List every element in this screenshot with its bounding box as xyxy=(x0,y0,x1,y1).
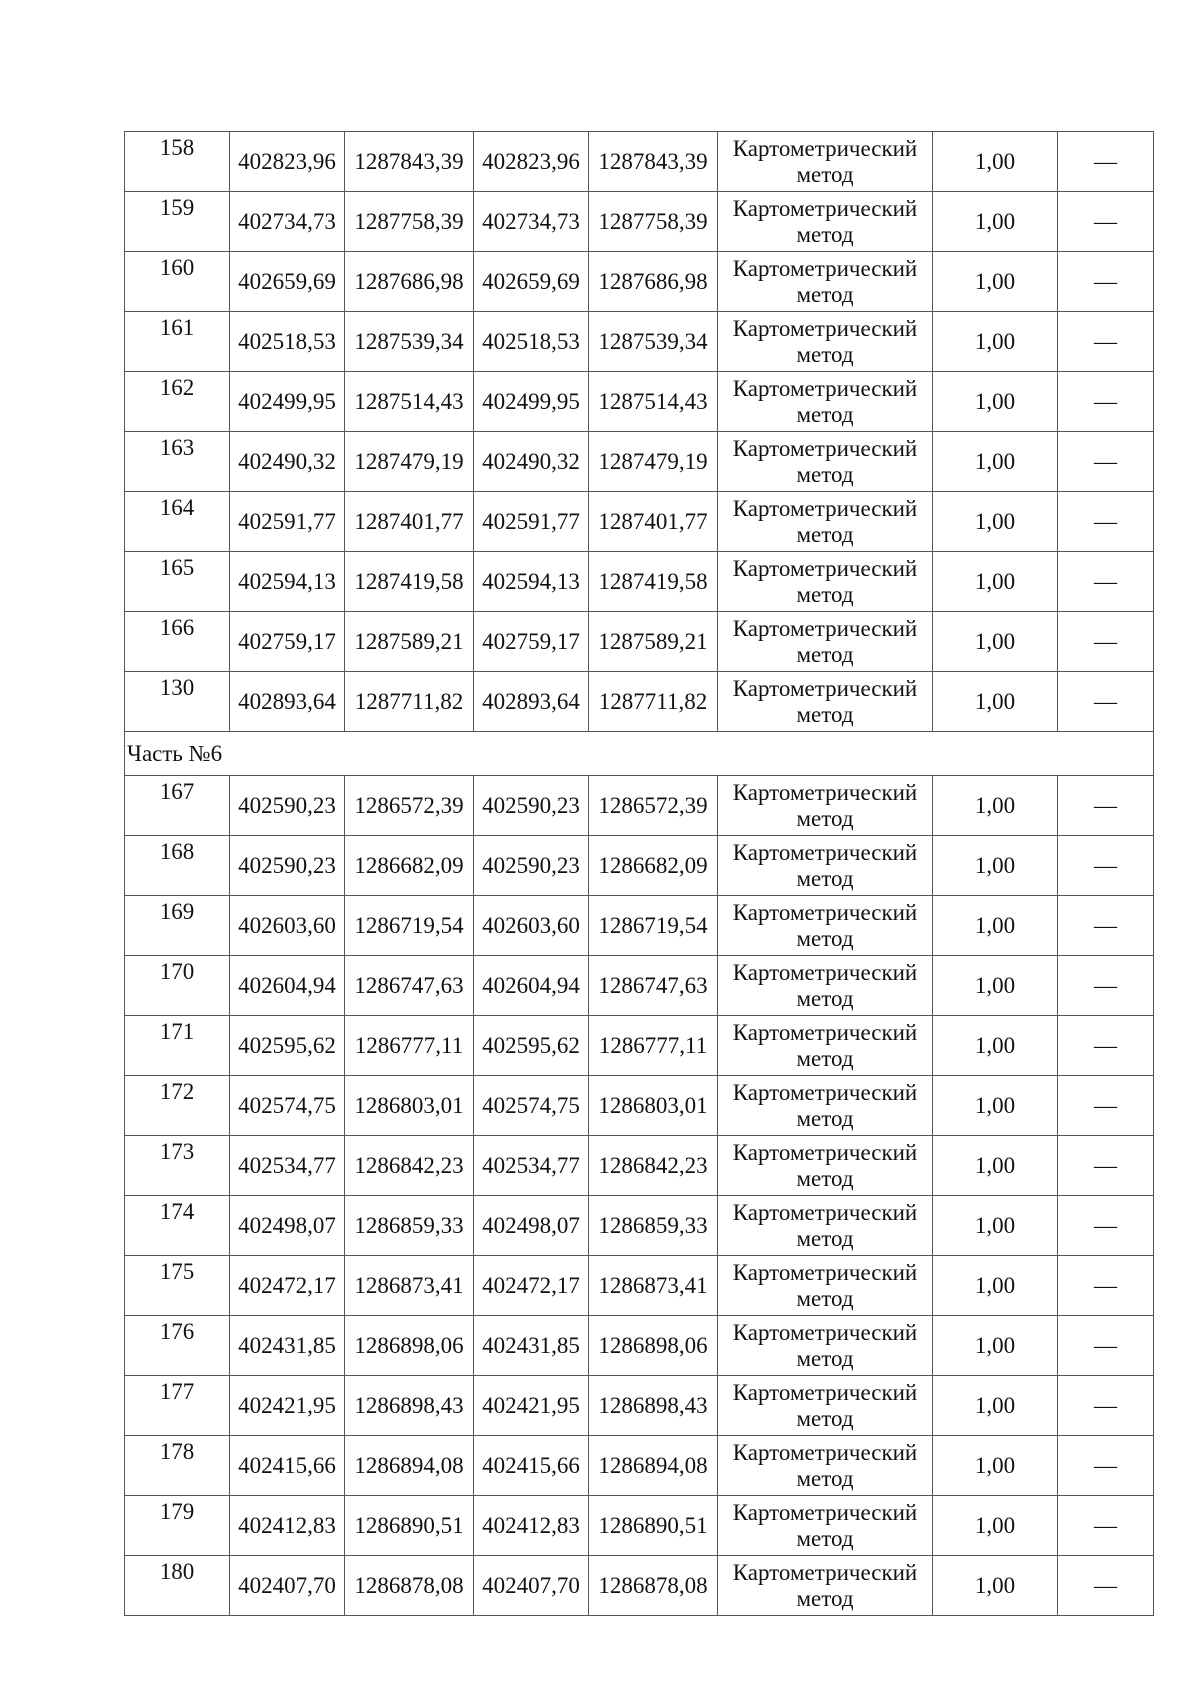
y-coordinate-refined: 1287711,82 xyxy=(589,672,718,732)
point-number: 158 xyxy=(125,132,230,192)
method-line-1: Картометрический xyxy=(732,959,918,985)
y-coordinate-existing: 1286803,01 xyxy=(345,1076,474,1136)
description-dash: — xyxy=(1058,1556,1154,1616)
method-line-2: метод xyxy=(796,521,854,547)
method-cell xyxy=(718,836,933,896)
point-number: 169 xyxy=(125,896,230,956)
method-line-1: Картометрический xyxy=(732,1259,918,1285)
method-line-1: Картометрический xyxy=(732,1379,918,1405)
y-coordinate-existing: 1286890,51 xyxy=(345,1496,474,1556)
method-cell xyxy=(718,432,933,492)
point-number: 168 xyxy=(125,836,230,896)
method-line-2: метод xyxy=(796,221,854,247)
description-dash: — xyxy=(1058,1076,1154,1136)
method-cell xyxy=(718,1196,933,1256)
method-line-1: Картометрический xyxy=(732,1559,918,1585)
x-coordinate-existing: 402893,64 xyxy=(230,672,345,732)
x-coordinate-refined: 402590,23 xyxy=(474,776,589,836)
accuracy-value: 1,00 xyxy=(933,1316,1058,1376)
x-coordinate-refined: 402407,70 xyxy=(474,1556,589,1616)
method-line-1: Картометрический xyxy=(732,495,918,521)
description-dash: — xyxy=(1058,492,1154,552)
table-row xyxy=(125,312,1154,372)
point-number: 178 xyxy=(125,1436,230,1496)
accuracy-value: 1,00 xyxy=(933,1196,1058,1256)
method-line-2: метод xyxy=(796,805,854,831)
accuracy-value: 1,00 xyxy=(933,776,1058,836)
x-coordinate-refined: 402415,66 xyxy=(474,1436,589,1496)
y-coordinate-existing: 1286878,08 xyxy=(345,1556,474,1616)
method-line-1: Картометрический xyxy=(732,1319,918,1345)
method-line-2: метод xyxy=(796,641,854,667)
y-coordinate-refined: 1287843,39 xyxy=(589,132,718,192)
table-row xyxy=(125,192,1154,252)
method-line-1: Картометрический xyxy=(732,315,918,341)
point-number: 179 xyxy=(125,1496,230,1556)
description-dash: — xyxy=(1058,1016,1154,1076)
description-dash: — xyxy=(1058,432,1154,492)
description-dash: — xyxy=(1058,132,1154,192)
y-coordinate-existing: 1287401,77 xyxy=(345,492,474,552)
y-coordinate-existing: 1287589,21 xyxy=(345,612,474,672)
table-row xyxy=(125,252,1154,312)
y-coordinate-existing: 1287539,34 xyxy=(345,312,474,372)
method-line-2: метод xyxy=(796,581,854,607)
y-coordinate-existing: 1286894,08 xyxy=(345,1436,474,1496)
description-dash: — xyxy=(1058,1436,1154,1496)
x-coordinate-existing: 402412,83 xyxy=(230,1496,345,1556)
x-coordinate-existing: 402659,69 xyxy=(230,252,345,312)
description-dash: — xyxy=(1058,372,1154,432)
method-line-2: метод xyxy=(796,281,854,307)
x-coordinate-refined: 402594,13 xyxy=(474,552,589,612)
method-line-2: метод xyxy=(796,1105,854,1131)
accuracy-value: 1,00 xyxy=(933,1556,1058,1616)
table-body xyxy=(125,132,1154,1616)
method-cell xyxy=(718,1256,933,1316)
method-line-2: метод xyxy=(796,1165,854,1191)
y-coordinate-refined: 1286873,41 xyxy=(589,1256,718,1316)
x-coordinate-existing: 402590,23 xyxy=(230,776,345,836)
method-cell xyxy=(718,1316,933,1376)
method-line-1: Картометрический xyxy=(732,899,918,925)
description-dash: — xyxy=(1058,1256,1154,1316)
y-coordinate-refined: 1287539,34 xyxy=(589,312,718,372)
y-coordinate-existing: 1287479,19 xyxy=(345,432,474,492)
y-coordinate-refined: 1286572,39 xyxy=(589,776,718,836)
table-row xyxy=(125,776,1154,836)
y-coordinate-refined: 1286898,43 xyxy=(589,1376,718,1436)
method-line-1: Картометрический xyxy=(732,1199,918,1225)
y-coordinate-existing: 1287843,39 xyxy=(345,132,474,192)
table-row xyxy=(125,896,1154,956)
section-row xyxy=(125,732,1154,776)
description-dash: — xyxy=(1058,896,1154,956)
method-cell xyxy=(718,672,933,732)
table-row xyxy=(125,1556,1154,1616)
y-coordinate-existing: 1286719,54 xyxy=(345,896,474,956)
x-coordinate-existing: 402734,73 xyxy=(230,192,345,252)
accuracy-value: 1,00 xyxy=(933,192,1058,252)
method-line-2: метод xyxy=(796,1405,854,1431)
point-number: 163 xyxy=(125,432,230,492)
method-cell xyxy=(718,956,933,1016)
y-coordinate-refined: 1287686,98 xyxy=(589,252,718,312)
y-coordinate-refined: 1287758,39 xyxy=(589,192,718,252)
y-coordinate-existing: 1286747,63 xyxy=(345,956,474,1016)
method-cell xyxy=(718,1016,933,1076)
method-cell xyxy=(718,552,933,612)
table-row xyxy=(125,1376,1154,1436)
accuracy-value: 1,00 xyxy=(933,1436,1058,1496)
table-row xyxy=(125,836,1154,896)
x-coordinate-refined: 402412,83 xyxy=(474,1496,589,1556)
x-coordinate-refined: 402893,64 xyxy=(474,672,589,732)
accuracy-value: 1,00 xyxy=(933,132,1058,192)
accuracy-value: 1,00 xyxy=(933,552,1058,612)
table-row xyxy=(125,672,1154,732)
point-number: 176 xyxy=(125,1316,230,1376)
x-coordinate-refined: 402659,69 xyxy=(474,252,589,312)
x-coordinate-existing: 402518,53 xyxy=(230,312,345,372)
table-row xyxy=(125,612,1154,672)
section-label: Часть №6 xyxy=(125,732,1154,776)
method-line-2: метод xyxy=(796,1465,854,1491)
method-cell xyxy=(718,1556,933,1616)
point-number: 175 xyxy=(125,1256,230,1316)
y-coordinate-refined: 1287589,21 xyxy=(589,612,718,672)
accuracy-value: 1,00 xyxy=(933,896,1058,956)
method-line-1: Картометрический xyxy=(732,1439,918,1465)
y-coordinate-existing: 1287514,43 xyxy=(345,372,474,432)
method-line-1: Картометрический xyxy=(732,1139,918,1165)
accuracy-value: 1,00 xyxy=(933,312,1058,372)
y-coordinate-existing: 1286873,41 xyxy=(345,1256,474,1316)
x-coordinate-existing: 402472,17 xyxy=(230,1256,345,1316)
x-coordinate-existing: 402421,95 xyxy=(230,1376,345,1436)
description-dash: — xyxy=(1058,192,1154,252)
method-cell xyxy=(718,776,933,836)
x-coordinate-existing: 402594,13 xyxy=(230,552,345,612)
x-coordinate-refined: 402595,62 xyxy=(474,1016,589,1076)
method-cell xyxy=(718,1496,933,1556)
x-coordinate-existing: 402604,94 xyxy=(230,956,345,1016)
description-dash: — xyxy=(1058,612,1154,672)
y-coordinate-refined: 1286894,08 xyxy=(589,1436,718,1496)
method-line-1: Картометрический xyxy=(732,675,918,701)
table-row xyxy=(125,1436,1154,1496)
method-cell xyxy=(718,132,933,192)
table-row xyxy=(125,1136,1154,1196)
x-coordinate-existing: 402823,96 xyxy=(230,132,345,192)
y-coordinate-existing: 1287419,58 xyxy=(345,552,474,612)
method-line-1: Картометрический xyxy=(732,1079,918,1105)
x-coordinate-existing: 402574,75 xyxy=(230,1076,345,1136)
x-coordinate-existing: 402498,07 xyxy=(230,1196,345,1256)
y-coordinate-existing: 1287711,82 xyxy=(345,672,474,732)
description-dash: — xyxy=(1058,552,1154,612)
y-coordinate-existing: 1286572,39 xyxy=(345,776,474,836)
method-cell xyxy=(718,312,933,372)
y-coordinate-refined: 1287514,43 xyxy=(589,372,718,432)
y-coordinate-refined: 1286842,23 xyxy=(589,1136,718,1196)
y-coordinate-refined: 1286747,63 xyxy=(589,956,718,1016)
accuracy-value: 1,00 xyxy=(933,1256,1058,1316)
method-line-1: Картометрический xyxy=(732,615,918,641)
y-coordinate-refined: 1286878,08 xyxy=(589,1556,718,1616)
description-dash: — xyxy=(1058,252,1154,312)
table-row xyxy=(125,1256,1154,1316)
method-line-2: метод xyxy=(796,1585,854,1611)
description-dash: — xyxy=(1058,1496,1154,1556)
table-row xyxy=(125,1496,1154,1556)
x-coordinate-refined: 402499,95 xyxy=(474,372,589,432)
method-line-1: Картометрический xyxy=(732,435,918,461)
method-line-1: Картометрический xyxy=(732,195,918,221)
table-row xyxy=(125,956,1154,1016)
method-cell xyxy=(718,1376,933,1436)
table-row xyxy=(125,432,1154,492)
y-coordinate-refined: 1287479,19 xyxy=(589,432,718,492)
accuracy-value: 1,00 xyxy=(933,252,1058,312)
method-line-2: метод xyxy=(796,1225,854,1251)
method-line-2: метод xyxy=(796,341,854,367)
x-coordinate-existing: 402431,85 xyxy=(230,1316,345,1376)
point-number: 161 xyxy=(125,312,230,372)
description-dash: — xyxy=(1058,312,1154,372)
method-cell xyxy=(718,252,933,312)
accuracy-value: 1,00 xyxy=(933,372,1058,432)
method-line-1: Картометрический xyxy=(732,375,918,401)
accuracy-value: 1,00 xyxy=(933,1496,1058,1556)
x-coordinate-existing: 402534,77 xyxy=(230,1136,345,1196)
y-coordinate-refined: 1286777,11 xyxy=(589,1016,718,1076)
table-row xyxy=(125,1016,1154,1076)
method-cell xyxy=(718,1136,933,1196)
y-coordinate-existing: 1286859,33 xyxy=(345,1196,474,1256)
description-dash: — xyxy=(1058,836,1154,896)
y-coordinate-existing: 1286898,43 xyxy=(345,1376,474,1436)
accuracy-value: 1,00 xyxy=(933,1076,1058,1136)
x-coordinate-existing: 402595,62 xyxy=(230,1016,345,1076)
y-coordinate-existing: 1287686,98 xyxy=(345,252,474,312)
method-line-2: метод xyxy=(796,1345,854,1371)
method-cell xyxy=(718,192,933,252)
accuracy-value: 1,00 xyxy=(933,672,1058,732)
x-coordinate-refined: 402472,17 xyxy=(474,1256,589,1316)
method-cell xyxy=(718,896,933,956)
x-coordinate-existing: 402591,77 xyxy=(230,492,345,552)
method-cell xyxy=(718,372,933,432)
description-dash: — xyxy=(1058,1316,1154,1376)
method-cell xyxy=(718,612,933,672)
method-line-2: метод xyxy=(796,865,854,891)
point-number: 164 xyxy=(125,492,230,552)
x-coordinate-refined: 402759,17 xyxy=(474,612,589,672)
y-coordinate-refined: 1286719,54 xyxy=(589,896,718,956)
y-coordinate-refined: 1286859,33 xyxy=(589,1196,718,1256)
description-dash: — xyxy=(1058,956,1154,1016)
y-coordinate-existing: 1286777,11 xyxy=(345,1016,474,1076)
accuracy-value: 1,00 xyxy=(933,836,1058,896)
table-row xyxy=(125,132,1154,192)
point-number: 172 xyxy=(125,1076,230,1136)
method-line-1: Картометрический xyxy=(732,1019,918,1045)
point-number: 174 xyxy=(125,1196,230,1256)
method-cell xyxy=(718,1436,933,1496)
accuracy-value: 1,00 xyxy=(933,492,1058,552)
x-coordinate-existing: 402407,70 xyxy=(230,1556,345,1616)
x-coordinate-refined: 402603,60 xyxy=(474,896,589,956)
method-line-1: Картометрический xyxy=(732,255,918,281)
table-row xyxy=(125,1196,1154,1256)
x-coordinate-refined: 402823,96 xyxy=(474,132,589,192)
method-cell xyxy=(718,1076,933,1136)
x-coordinate-refined: 402518,53 xyxy=(474,312,589,372)
description-dash: — xyxy=(1058,672,1154,732)
x-coordinate-refined: 402534,77 xyxy=(474,1136,589,1196)
method-line-1: Картометрический xyxy=(732,555,918,581)
x-coordinate-existing: 402499,95 xyxy=(230,372,345,432)
point-number: 167 xyxy=(125,776,230,836)
y-coordinate-existing: 1286682,09 xyxy=(345,836,474,896)
table-row xyxy=(125,552,1154,612)
accuracy-value: 1,00 xyxy=(933,1136,1058,1196)
point-number: 177 xyxy=(125,1376,230,1436)
y-coordinate-refined: 1286898,06 xyxy=(589,1316,718,1376)
x-coordinate-refined: 402490,32 xyxy=(474,432,589,492)
method-line-2: метод xyxy=(796,925,854,951)
description-dash: — xyxy=(1058,776,1154,836)
x-coordinate-refined: 402574,75 xyxy=(474,1076,589,1136)
method-line-2: метод xyxy=(796,1525,854,1551)
x-coordinate-refined: 402604,94 xyxy=(474,956,589,1016)
method-line-2: метод xyxy=(796,161,854,187)
point-number: 130 xyxy=(125,672,230,732)
method-line-2: метод xyxy=(796,1285,854,1311)
y-coordinate-existing: 1287758,39 xyxy=(345,192,474,252)
x-coordinate-refined: 402431,85 xyxy=(474,1316,589,1376)
x-coordinate-refined: 402590,23 xyxy=(474,836,589,896)
method-line-2: метод xyxy=(796,701,854,727)
method-line-1: Картометрический xyxy=(732,839,918,865)
y-coordinate-existing: 1286842,23 xyxy=(345,1136,474,1196)
table-row xyxy=(125,372,1154,432)
coordinates-table xyxy=(124,131,1154,1616)
point-number: 173 xyxy=(125,1136,230,1196)
x-coordinate-refined: 402591,77 xyxy=(474,492,589,552)
x-coordinate-existing: 402603,60 xyxy=(230,896,345,956)
method-line-1: Картометрический xyxy=(732,135,918,161)
accuracy-value: 1,00 xyxy=(933,432,1058,492)
y-coordinate-existing: 1286898,06 xyxy=(345,1316,474,1376)
method-line-1: Картометрический xyxy=(732,779,918,805)
point-number: 165 xyxy=(125,552,230,612)
method-cell xyxy=(718,492,933,552)
method-line-1: Картометрический xyxy=(732,1499,918,1525)
point-number: 170 xyxy=(125,956,230,1016)
x-coordinate-existing: 402415,66 xyxy=(230,1436,345,1496)
y-coordinate-refined: 1287419,58 xyxy=(589,552,718,612)
method-line-2: метод xyxy=(796,461,854,487)
x-coordinate-refined: 402498,07 xyxy=(474,1196,589,1256)
accuracy-value: 1,00 xyxy=(933,612,1058,672)
x-coordinate-existing: 402490,32 xyxy=(230,432,345,492)
point-number: 162 xyxy=(125,372,230,432)
point-number: 160 xyxy=(125,252,230,312)
method-line-2: метод xyxy=(796,1045,854,1071)
x-coordinate-refined: 402734,73 xyxy=(474,192,589,252)
method-line-2: метод xyxy=(796,985,854,1011)
point-number: 159 xyxy=(125,192,230,252)
description-dash: — xyxy=(1058,1136,1154,1196)
description-dash: — xyxy=(1058,1376,1154,1436)
x-coordinate-existing: 402759,17 xyxy=(230,612,345,672)
y-coordinate-refined: 1286682,09 xyxy=(589,836,718,896)
table-row xyxy=(125,1316,1154,1376)
point-number: 171 xyxy=(125,1016,230,1076)
accuracy-value: 1,00 xyxy=(933,1376,1058,1436)
y-coordinate-refined: 1286803,01 xyxy=(589,1076,718,1136)
y-coordinate-refined: 1287401,77 xyxy=(589,492,718,552)
accuracy-value: 1,00 xyxy=(933,956,1058,1016)
point-number: 180 xyxy=(125,1556,230,1616)
table-row xyxy=(125,1076,1154,1136)
accuracy-value: 1,00 xyxy=(933,1016,1058,1076)
x-coordinate-refined: 402421,95 xyxy=(474,1376,589,1436)
table-row xyxy=(125,492,1154,552)
point-number: 166 xyxy=(125,612,230,672)
description-dash: — xyxy=(1058,1196,1154,1256)
method-line-2: метод xyxy=(796,401,854,427)
y-coordinate-refined: 1286890,51 xyxy=(589,1496,718,1556)
x-coordinate-existing: 402590,23 xyxy=(230,836,345,896)
